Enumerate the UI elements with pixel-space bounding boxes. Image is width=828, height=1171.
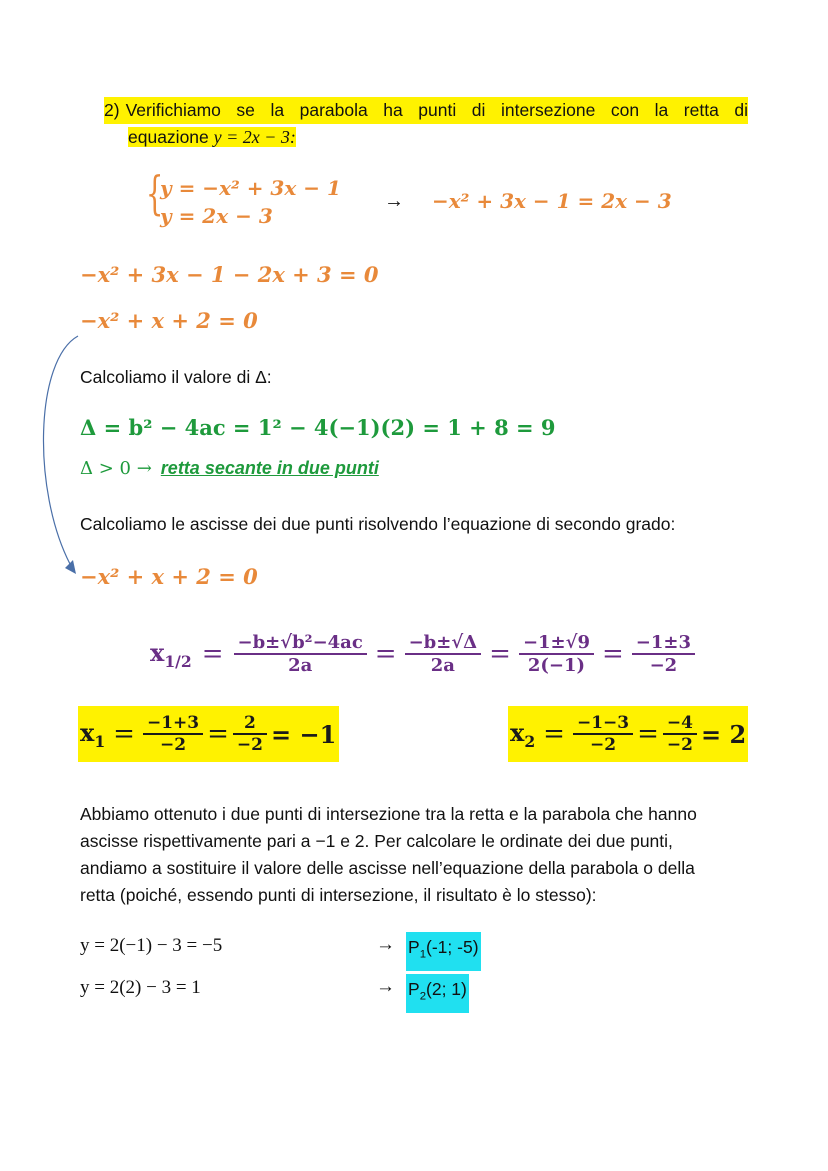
system-brace: {	[145, 166, 164, 220]
fraction-1-den: 2a	[288, 655, 313, 676]
system-eq-1: y = −x² + 3x − 1	[160, 176, 341, 200]
intro-sentence-1: Verifichiamo se la parabola ha punti di intersezione con la retta di	[125, 100, 748, 120]
point-2-sub: 2	[419, 990, 427, 1003]
delta-intro: Calcoliamo il valore di Δ:	[80, 367, 272, 387]
intro-text-1	[104, 97, 748, 124]
root-x1-frac-1	[143, 713, 203, 755]
root-x2-den2: −2	[666, 735, 693, 755]
fraction-1	[234, 632, 367, 676]
paragraph-line-1: Abbiamo ottenuto i due punti di intersezione tra la retta e la parabola che hanno	[80, 804, 697, 824]
point-2-arrow-icon: →	[376, 976, 395, 997]
delta-conclusion: retta secante in due punti	[160, 458, 379, 478]
fraction-4-num: −1±3	[632, 632, 695, 655]
fraction-3	[519, 632, 594, 676]
system-eq-2: y = 2x − 3	[160, 204, 273, 228]
line-equation: y = 2x − 3:	[213, 127, 296, 147]
conclusion-paragraph	[80, 801, 750, 909]
point-1-calc: y = 2(−1) − 3 = −5	[80, 935, 223, 956]
root-x1-den1: −2	[160, 735, 187, 755]
root-x1-frac-2	[233, 713, 267, 755]
equals-sign: =	[113, 719, 135, 749]
equals-sign: =	[374, 639, 397, 669]
point-1-sub: 1	[419, 948, 427, 961]
delta-condition-row	[80, 458, 379, 479]
root-x2-frac-2	[663, 713, 697, 755]
fraction-4-den: −2	[649, 655, 678, 676]
step-2: −x² + x + 2 = 0	[80, 308, 258, 333]
root-x2-sub: 2	[524, 731, 536, 751]
root-x1-den2: −2	[236, 735, 263, 755]
point-1-coords: (-1; -5)	[426, 937, 479, 957]
root-x2-result: = 2	[701, 719, 747, 749]
point-1-name: P	[408, 937, 420, 957]
section-number: 2)	[104, 100, 120, 120]
root-x1-box	[78, 706, 339, 762]
paragraph-line-4: retta (poiché, essendo punti di intersezione, il risultato è lo stesso):	[80, 885, 597, 905]
equals-sign: =	[207, 719, 229, 749]
root-x1-sub: 1	[94, 731, 106, 751]
root-x2-num2: −4	[663, 713, 697, 735]
combined-equation: −x² + 3x − 1 = 2x − 3	[432, 189, 672, 213]
solve-equation: −x² + x + 2 = 0	[80, 564, 258, 589]
root-x2-frac-1	[573, 713, 633, 755]
fraction-4	[632, 632, 695, 676]
root-x2-label	[510, 718, 535, 751]
point-2-label	[406, 974, 469, 1013]
root-x1-num2: 2	[233, 713, 267, 735]
equals-sign: =	[637, 719, 659, 749]
formula-lhs-var: x	[150, 637, 165, 667]
point-1-arrow-icon: →	[376, 934, 395, 955]
root-x1-num1: −1+3	[143, 713, 203, 735]
intro-text-2	[128, 127, 296, 147]
fraction-3-num: −1±√9	[519, 632, 594, 655]
root-x2-den1: −2	[590, 735, 617, 755]
solve-intro: Calcoliamo le ascisse dei due punti risolvendo l’equazione di secondo grado:	[80, 514, 676, 534]
equals-sign: =	[543, 719, 565, 749]
root-x1-label	[80, 718, 105, 751]
equals-sign: =	[201, 639, 224, 669]
point-1-label	[406, 932, 481, 971]
intro-line-1	[104, 97, 752, 124]
intro-line-2	[104, 124, 752, 151]
formula-lhs-sub: 1/2	[164, 651, 192, 671]
delta-condition: Δ > 0 →	[80, 458, 152, 479]
step-1: −x² + 3x − 1 − 2x + 3 = 0	[80, 262, 379, 287]
fraction-2-num: −b±√Δ	[405, 632, 482, 655]
equals-sign: =	[601, 639, 624, 669]
equals-sign: =	[489, 639, 511, 669]
paragraph-line-3: andiamo a sostituire il valore delle ascisse nell’equazione della parabola o della	[80, 858, 695, 878]
intro-sentence-2: equazione	[128, 127, 214, 147]
root-x2-box	[508, 706, 748, 762]
root-x1-result: = −1	[271, 719, 337, 749]
root-x2-var: x	[510, 717, 525, 747]
delta-formula: Δ = b² − 4ac = 1² − 4(−1)(2) = 1 + 8 = 9	[80, 415, 556, 440]
fraction-2-den: 2a	[430, 655, 455, 676]
root-x2-num1: −1−3	[573, 713, 633, 735]
paragraph-line-2: ascisse rispettivamente pari a −1 e 2. Per calcolare le ordinate dei due punti,	[80, 831, 673, 851]
point-2-coords: (2; 1)	[426, 979, 467, 999]
section-intro	[104, 97, 752, 151]
point-2-name: P	[408, 979, 420, 999]
quadratic-formula	[150, 622, 695, 686]
root-x1-var: x	[80, 717, 95, 747]
system-arrow-icon: →	[384, 190, 404, 212]
point-2-calc: y = 2(2) − 3 = 1	[80, 977, 201, 998]
formula-lhs	[150, 638, 192, 671]
fraction-1-num: −b±√b²−4ac	[234, 632, 367, 655]
fraction-3-den: 2(−1)	[527, 655, 586, 676]
fraction-2	[405, 632, 482, 676]
